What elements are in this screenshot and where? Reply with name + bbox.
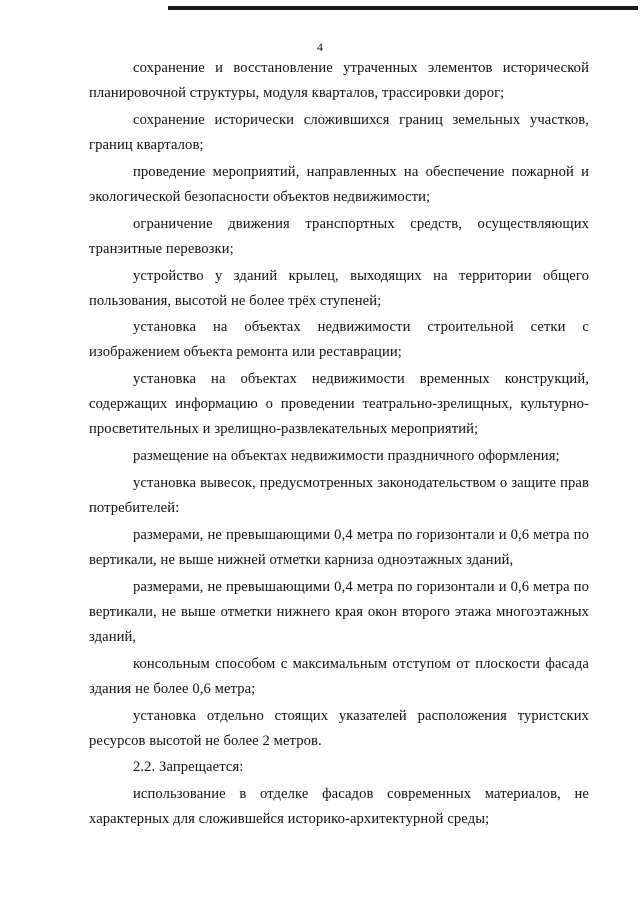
paragraph: использование в отделке фасадов современных материалов, не характерных для сложившейся историко-архитектурной среды; <box>89 786 589 828</box>
section-heading: 2.2. Запрещается: <box>133 759 244 776</box>
paragraph: ограничение движения транспортных средств, осуществляющих транзитные перевозки; <box>89 215 589 257</box>
paragraph: установка на объектах недвижимости строительной сетки с изображением объекта ремонта или реставрации; <box>89 319 589 361</box>
paragraph: установка на объектах недвижимости временных конструкций, содержащих информацию о проведении театрально-зрелищных, культурно-просветительных и зрелищно-развлекательных мероприятий; <box>89 371 589 438</box>
paragraph: размещение на объектах недвижимости праздничного оформления; <box>133 448 560 465</box>
paragraph: устройство у зданий крылец, выходящих на территории общего пользования, высотой не более трёх ступеней; <box>89 267 589 309</box>
paragraph: сохранение исторически сложившихся границ земельных участков, границ кварталов; <box>89 111 589 153</box>
paragraph: размерами, не превышающими 0,4 метра по горизонтали и 0,6 метра по вертикали, не выше отметки нижнего края окон второго этажа многоэтажных зданий, <box>89 578 589 645</box>
paragraph: установка вывесок, предусмотренных законодательством о защите прав потребителей: <box>89 475 589 517</box>
page-number: 4 <box>317 40 323 54</box>
paragraph: установка отдельно стоящих указателей расположения туристских ресурсов высотой не более 2 метров. <box>89 707 589 749</box>
paragraph: сохранение и восстановление утраченных элементов исторической планировочной структуры, модуля кварталов, трассировки дорог; <box>89 60 589 102</box>
top-border-line <box>168 6 638 10</box>
paragraph: консольным способом с максимальным отступом от плоскости фасада здания не более 0,6 метра; <box>89 655 589 697</box>
document-body <box>89 56 589 834</box>
paragraph: размерами, не превышающими 0,4 метра по горизонтали и 0,6 метра по вертикали, не выше нижней отметки карниза одноэтажных зданий, <box>89 526 589 568</box>
paragraph: проведение мероприятий, направленных на обеспечение пожарной и экологической безопасности объектов недвижимости; <box>89 163 589 205</box>
